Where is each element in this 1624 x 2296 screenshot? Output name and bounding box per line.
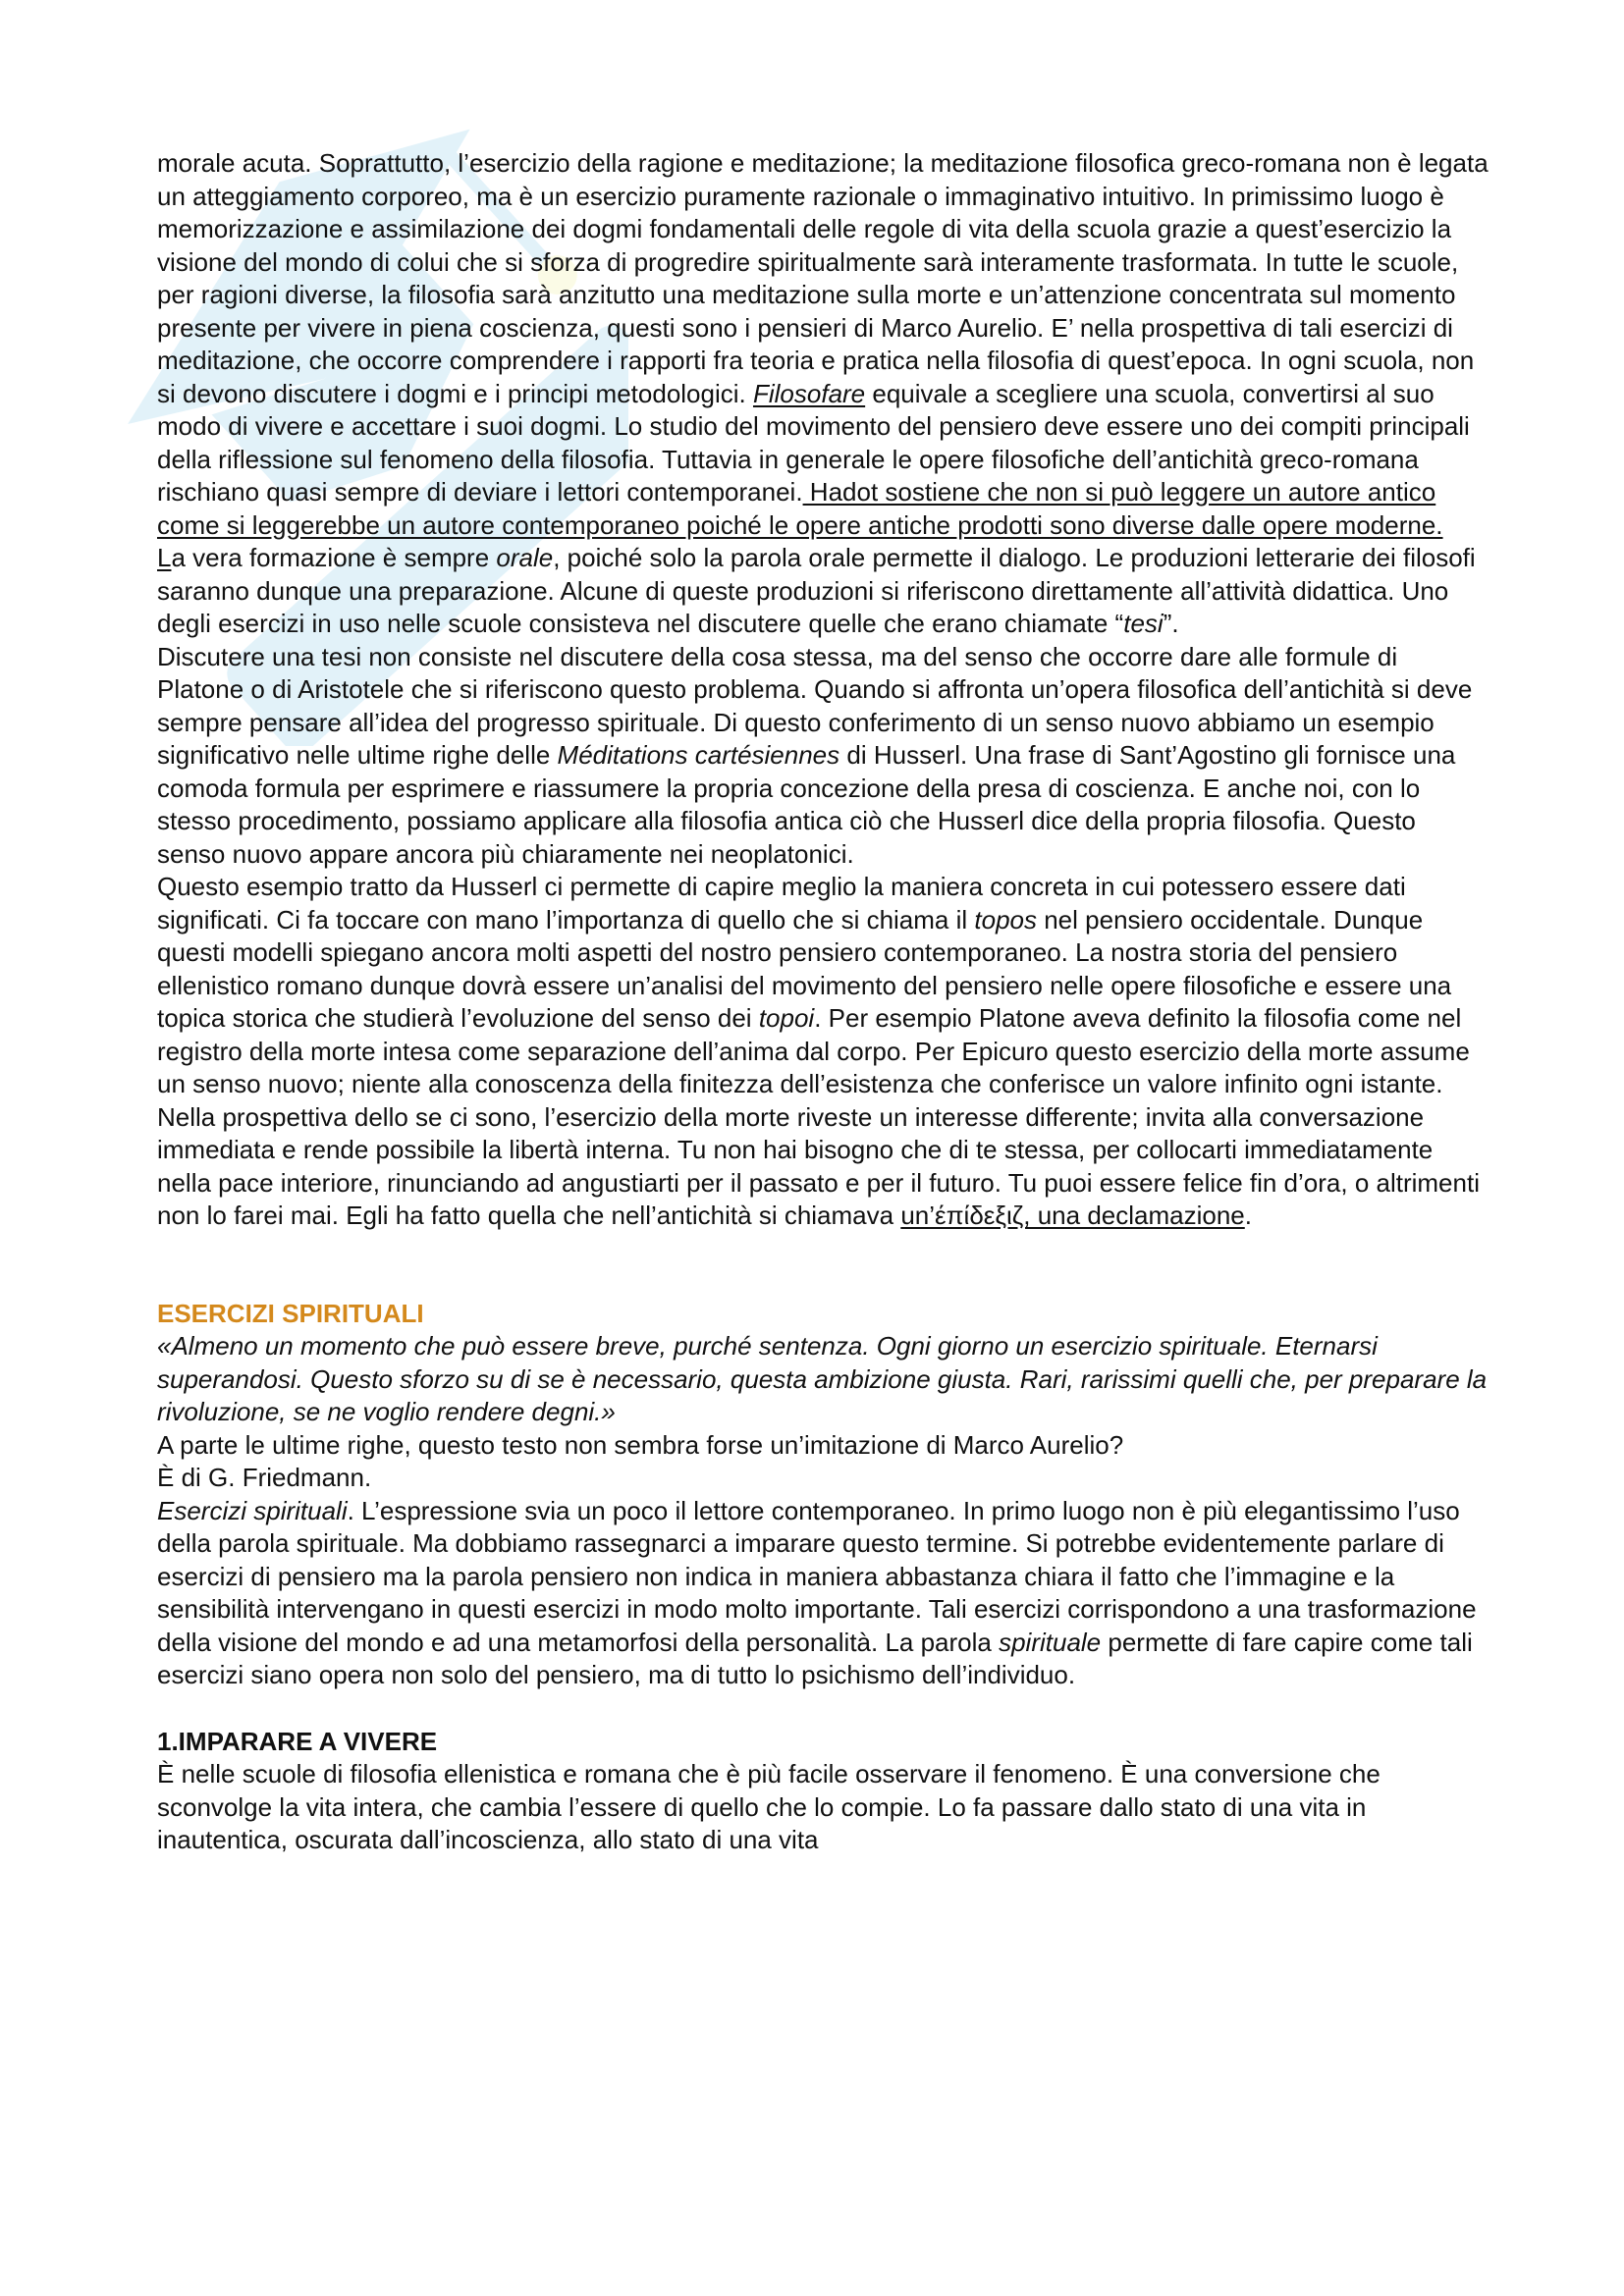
section-heading-esercizi-spirituali: ESERCIZI SPIRITUALI — [157, 1298, 424, 1328]
paragraph-esercizi-spirituali: Esercizi spirituali. L’espressione svia un poco il lettore contemporaneo. In primo luogo non è più elegantissimo l’uso della parola spirituale. Ma dobbiamo rassegnarci a imparare questo termine. Si potrebbe evidentemente parlare di esercizi di pensiero ma la parola pensiero non indica in maniera abbastanza chiara il fatto che l’immagine e la sensibilità intervengano in questi esercizi in modo molto importante. Tali esercizi corrispondono a una trasformazione della visione del mondo e ad una metamorfosi della personalità. La parola spirituale permette di fare capire come tali esercizi siano opera non solo del pensiero, ma di tutto lo psichismo dell’individuo. — [157, 1495, 1477, 1689]
paragraph-husserl-esempio: Questo esempio tratto da Husserl ci permette di capire meglio la maniera concreta in cui potessero essere dati significati. Ci fa toccare con mano l’importanza di quello che si chiama il topos nel pensiero occidentale. Dunque questi modelli spiegano ancora molti aspetti del nostro pensiero contemporaneo. La nostra storia del pensiero ellenistico romano dunque dovrà essere un’analisi del movimento del pensiero nelle opere filosofiche e essere una topica storica che studierà l’evoluzione del senso dei topoi. Per esempio Platone aveva definito la filosofia come nel registro della morte intesa come separazione dell’anima dal corpo. Per Epicuro questo esercizio della morte assume un senso nuovo; niente alla conoscenza della finitezza dell’esistenza che conferisce un valore infinito ogni istante. Nella prospettiva dello se ci sono, l’esercizio della morte riveste un interesse differente; invita alla conversazione immediata e rende possibile la libertà interna. Tu non hai bisogno che di te stessa, per collocarti immediatamente nella pace interiore, rinunciando ad angustiarti per il passato e per il futuro. Tu puoi essere felice fin d’ora, o altrimenti non lo farei mai. Egli ha fatto quella che nell’antichità si chiamava un’έπίδεξιζ, una declamazione. — [157, 872, 1480, 1230]
friedmann-quote: «Almeno un momento che può essere breve, purché sentenza. Ogni giorno un esercizio spirituale. Eternarsi superandosi. Questo sforzo su di se è necessario, questa ambizione giusta. Rari, rarissimi quelli che, per preparare la rivoluzione, se ne voglio rendere degni.» — [157, 1331, 1488, 1426]
paragraph-discutere-tesi: Discutere una tesi non consiste nel discutere della cosa stessa, ma del senso che occorre dare alle formule di Platone o di Aristotele che si riferiscono questo problema. Quando si affronta un’opera filosofica dell’antichità si deve sempre pensare all’idea del progresso spirituale. Di questo conferimento di un senso nuovo abbiamo un esempio significativo nelle ultime righe delle Méditations cartésiennes di Husserl. Una frase di Sant’Agostino gli fornisce una comoda formula per esprimere e riassumere la propria concezione della presa di coscienza. E anche noi, con lo stesso procedimento, possiamo applicare alla filosofia antica ciò che Husserl dice della propria filosofia. Questo senso nuovo appare ancora più chiaramente nei neoplatonici. — [157, 641, 1473, 869]
document-page — [157, 147, 1489, 1857]
section-heading-imparare-a-vivere: 1.IMPARARE A VIVERE — [157, 1726, 438, 1756]
paragraph-meditazione: morale acuta. Soprattutto, l’esercizio della ragione e meditazione; la meditazione filosofica greco-romana non è legata un atteggiamento corporeo, ma è un esercizio puramente razionale o immaginativo intuitivo. In primissimo luogo è memorizzazione e assimilazione dei dogmi fondamentali delle regole di vita della scuola grazie a quest’esercizio la visione del mondo di colui che si sforza di progredire spiritualmente sarà interamente trasformata. In tutte le scuole, per ragioni diverse, la filosofia sarà anzitutto una meditazione sulla morte e un’attenzione concentrata sul momento presente per vivere in piena coscienza, questi sono i pensieri di Marco Aurelio. E’ nella prospettiva di tali esercizi di meditazione, che occorre comprendere i rapporti fra teoria e pratica nella filosofia di quest’epoca. In ogni scuola, non si devono discutere i dogmi e i principi metodologici. Filosofare equivale a scegliere una scuola, convertirsi al suo modo di vivere e accettare i suoi dogmi. Lo studio del movimento del pensiero deve essere uno dei compiti principali della riflessione sul fenomeno della filosofia. Tuttavia in generale le opere filosofiche dell’antichità greco-romana rischiano quasi sempre di deviare i lettori contemporanei. Hadot sostiene che non si può leggere un autore antico come si leggerebbe un autore contemporaneo poiché le opere antiche prodotti sono diverse dalle opere moderne. — [157, 148, 1489, 540]
underlined-initial: L — [157, 543, 172, 572]
paragraph-vera-formazione: La vera formazione è sempre orale, poiché solo la parola orale permette il dialogo. Le produzioni letterarie dei filosofi saranno dunque una preparazione. Alcune di queste produzioni si riferiscono direttamente all’attività didattica. Uno degli esercizi in uso nelle scuole consisteva nel discutere quelle che erano chiamate “tesi”. — [157, 543, 1476, 638]
filosofare-term: Filosofare — [752, 378, 866, 408]
line-friedmann: È di G. Friedmann. — [157, 1463, 372, 1492]
hadot-underlined-sentence: Hadot sostiene che non si può leggere un autore antico come si leggerebbe un autore contemporaneo poiché le opere antiche prodotti sono diverse dalle opere moderne. — [157, 477, 1443, 540]
meditations-title: Méditations cartésiennes — [557, 740, 840, 770]
declamazione-underlined: un’έπίδεξιζ, una declamazione — [900, 1201, 1245, 1230]
line-a-parte: A parte le ultime righe, questo testo non sembra forse un’imitazione di Marco Aurelio? — [157, 1429, 1124, 1460]
paragraph-imparare-a-vivere: È nelle scuole di filosofia ellenistica e romana che è più facile osservare il fenomeno. È una conversione che sconvolge la vita intera, che cambia l’essere di quello che lo compie. Lo fa passare dallo stato di una vita in inautentica, oscurata dall’incoscienza, allo stato di una vita — [157, 1759, 1380, 1854]
